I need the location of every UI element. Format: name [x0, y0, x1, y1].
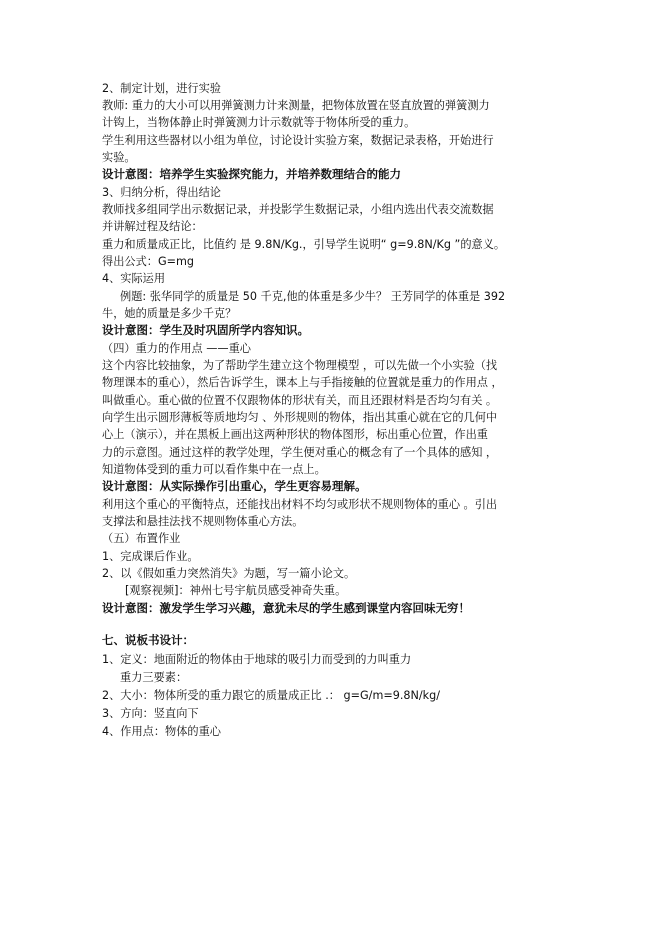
list-item: 2、大小：物体所受的重力跟它的质量成正比 .： g=G/m=9.8N/kg/	[102, 689, 441, 702]
chapter-heading: 七、说板书设计：	[102, 633, 194, 647]
text-line: 利用这个重心的平衡特点，还能找出材料不均匀或形状不规则物体的重心 。引出	[102, 498, 498, 511]
section-heading: （五）布置作业	[102, 532, 181, 545]
design-intent-heading: 设计意图：培养学生实验探究能力，并培养数理结合的能力	[102, 167, 401, 181]
text-line: 重力三要素：	[120, 671, 188, 684]
example-line: 例题: 张华同学的质量是 50 千克,他的体重是多少牛？ 王芳同学的体重是 392	[120, 290, 506, 303]
text-line: 心上（演示），并在黑板上画出这两种形状的物体图形，标出重心位置，作出重	[102, 428, 488, 441]
text-line: 知道物体受到的重力可以看作集中在一点上。	[102, 463, 326, 476]
text-line: 牛，她的质量是多少千克？	[102, 307, 237, 320]
list-item: 3、方向：竖直向下	[102, 707, 199, 720]
section-heading: （四）重力的作用点 ——重心	[102, 342, 251, 355]
design-intent-heading: 设计意图：激发学生学习兴趣，意犹未尽的学生感到课堂内容回味无穷！	[102, 601, 470, 615]
text-line: 这个内容比较抽象，为了帮助学生建立这个物理模型 ，可以先做一个小实验（找	[102, 359, 498, 372]
list-item: 4、作用点：物体的重心	[102, 725, 221, 738]
text-line: 学生利用这些器材以小组为单位，讨论设计实验方案，数据记录表格，开始进行	[102, 134, 494, 147]
text-line: 叫做重心。重心做的位置不仅跟物体的形状有关，而且还跟材料是否均匀有关 。	[102, 394, 498, 407]
list-item: 1、完成课后作业。	[102, 550, 199, 563]
list-item: 1、定义：地面附近的物体由于地球的吸引力而受到的力叫重力	[102, 653, 412, 666]
text-line: 物理课本的重心），然后告诉学生，课本上与手指接触的位置就是重力的作用点 ，	[102, 376, 503, 389]
text-line: 支撑法和悬挂法找不规则物体重心方法。	[102, 515, 304, 528]
design-intent-heading: 设计意图：从实际操作引出重心，学生更容易理解。	[102, 479, 367, 493]
text-line: 并讲解过程及结论：	[102, 220, 203, 233]
list-item: 2、以《假如重力突然消失》为题，写一篇小论文。	[102, 567, 356, 580]
section-heading: 4、实际运用	[102, 272, 166, 285]
design-intent-heading: 设计意图：学生及时巩固所学内容知识。	[102, 323, 309, 337]
text-line: 重力和质量成正比，比值约 是 9.8N/Kg.，引导学生说明“ g=9.8N/Kg ”的意义。	[102, 238, 506, 251]
text-line: 力的示意图。通过这样的教学处理，学生便对重心的概念有了一个具体的感知 ，	[102, 446, 498, 459]
text-line: [观察视频]：神州七号宇航员感受神奇失重。	[125, 584, 347, 597]
section-heading: 3、归纳分析，得出结论	[102, 186, 221, 199]
text-line: 向学生出示圆形薄板等质地均匀 、外形规则的物体，指出其重心就在它的几何中	[102, 411, 498, 424]
text-line: 计钩上，当物体静止时弹簧测力计示数就等于物体所受的重力。	[102, 116, 416, 129]
text-line: 实验。	[102, 151, 136, 164]
formula-line: 得出公式：G=mg	[102, 255, 194, 268]
text-line: 教师找多组同学出示数据记录，并投影学生数据记录，小组内选出代表交流数据	[102, 203, 494, 216]
text-line: 教师: 重力的大小可以用弹簧测力计来测量，把物体放置在竖直放置的弹簧测力	[102, 99, 490, 112]
text-line: 2、制定计划，进行实验	[102, 82, 221, 95]
